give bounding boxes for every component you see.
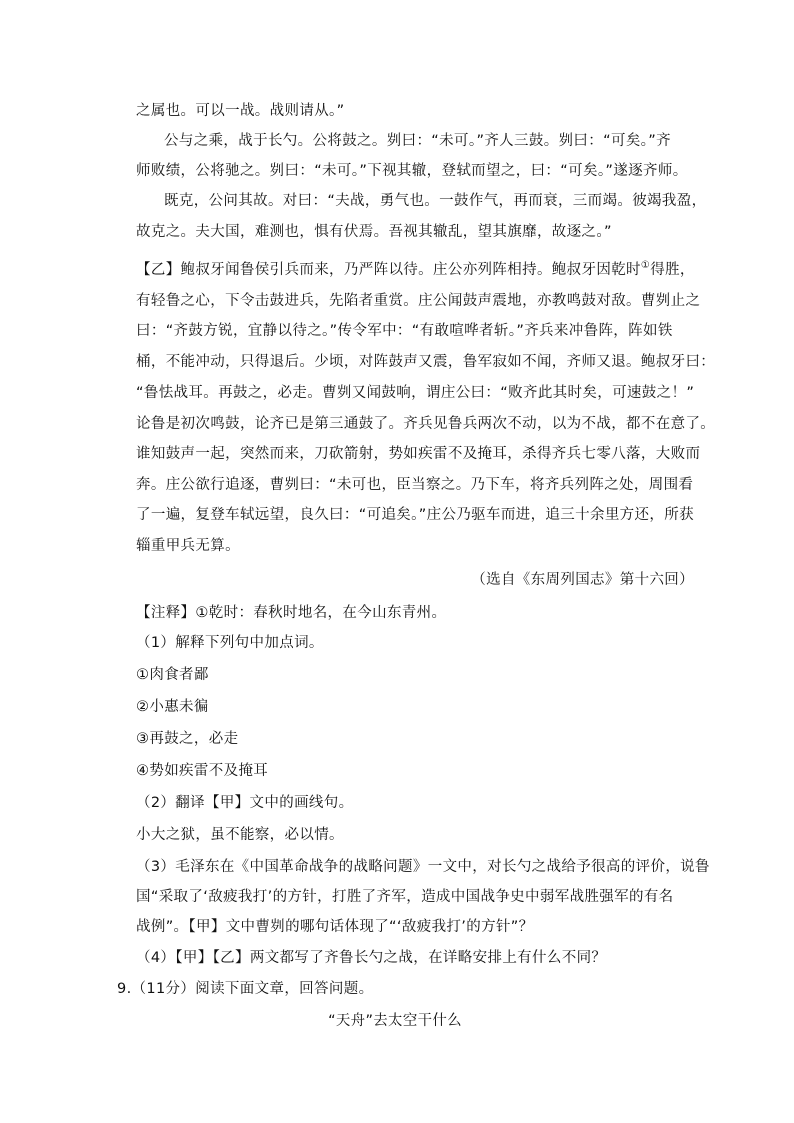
- yi-line-3: 曰：“齐鼓方锐，宜静以待之。”传令军中：“有敢喧哗者斩。”齐兵来冲鲁阵，阵如铁: [136, 323, 673, 339]
- yi-line-4: 桶，不能冲动，只得退后。少顷，对阵鼓声又震，鲁军寂如不闻，齐师又退。鲍叔牙曰：: [136, 354, 716, 370]
- question-1-item: ①肉食者鄙: [136, 667, 209, 683]
- question-1-item: ④势如疾雷不及掩耳: [136, 763, 269, 779]
- question-1-item: ③再鼓之，必走: [136, 731, 239, 747]
- source-citation: （选自《东周列国志》第十六回）: [471, 572, 694, 588]
- annotation-note: 【注释】①乾时：春秋时地名，在今山东青州。: [136, 605, 447, 621]
- yi-line-8: 奔。庄公欲行追逐，曹刿曰：“未可也，臣当察之。乃下车，将齐兵列阵之处，周围看: [136, 477, 694, 493]
- yi-line-10: 辎重甲兵无算。: [136, 538, 240, 554]
- question-3-line-3: 战例”。【甲】文中曹刿的哪句话体现了“‘敌疲我打’的方针”？: [136, 919, 534, 935]
- footnote-mark: ①: [640, 260, 651, 272]
- question-2-sentence: 小大之狱，虽不能察，必以情。: [136, 827, 344, 843]
- jia-line-1: 之属也。可以一战。战则请从。”: [136, 103, 345, 119]
- question-3-line-1: （3）毛泽东在《中国革命战争的战略问题》一文中，对长勺之战给予很高的评价，说鲁: [136, 859, 710, 875]
- article-title: “天舟”去太空干什么: [328, 1013, 462, 1029]
- question-2: （2）翻译【甲】文中的画线句。: [136, 795, 354, 811]
- yi-line-1-tail: 得胜，: [650, 262, 695, 278]
- question-1: （1）解释下列句中加点词。: [136, 635, 324, 651]
- yi-line-9: 了一遍，复登车轼远望，良久曰：“可追矣。”庄公乃驱车而进，追三十余里方还，所获: [136, 507, 694, 523]
- yi-line-1: [136, 260, 695, 280]
- jia-line-3: 师败绩，公将驰之。刿曰：“未可。”下视其辙，登轼而望之，曰：“可矣。”遂逐齐师。: [136, 163, 688, 179]
- yi-line-6: 论鲁是初次鸣鼓，论齐已是第三通鼓了。齐兵见鲁兵两次不动，以为不战，都不在意了。: [136, 416, 716, 432]
- yi-line-2: 有轻鲁之心，下令击鼓进兵，先陷者重赏。庄公闻鼓声震地，亦教鸣鼓对敌。曹刿止之: [136, 293, 701, 309]
- question-4: （4）【甲】【乙】两文都写了齐鲁长勺之战，在详略安排上有什么不同？: [136, 950, 607, 966]
- question-9-heading: 9.（11分）阅读下面文章，回答问题。: [117, 981, 374, 997]
- jia-line-5: 故克之。夫大国，难测也，惧有伏焉。吾视其辙乱，望其旗靡，故逐之。”: [136, 224, 612, 240]
- question-3-line-2: 国“采取了‘敌疲我打’的方针，打胜了齐军，造成中国战争史中弱军战胜强军的有名: [136, 889, 674, 905]
- yi-line-7: 谁知鼓声一起，突然而来，刀砍箭射，势如疾雷不及掩耳，杀得齐兵七零八落，大败而: [136, 446, 701, 462]
- question-1-item: ②小惠未徧: [136, 699, 209, 715]
- jia-line-2: 公与之乘，战于长勺。公将鼓之。刿曰：“未可。”齐人三鼓。刿曰：“可矣。”齐: [164, 133, 671, 149]
- jia-line-4: 既克，公问其故。对曰：“夫战，勇气也。一鼓作气，再而衰，三而竭。彼竭我盈，: [164, 193, 707, 209]
- yi-line-5: “鲁怯战耳。再鼓之，必走。曹刿又闻鼓响，谓庄公曰：“败齐此其时矣，可速鼓之！”: [136, 385, 695, 401]
- yi-line-1-text: 【乙】鲍叔牙闻鲁侯引兵而来，乃严阵以待。庄公亦列阵相持。鲍叔牙因乾时: [136, 262, 641, 278]
